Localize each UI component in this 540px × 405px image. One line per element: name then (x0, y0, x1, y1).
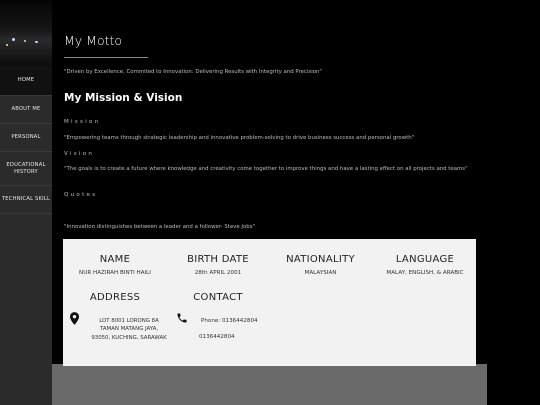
address-block (65, 292, 165, 303)
address-value: LOT 8001 LORONG 8A TAMAN MATANG JAYA, 93050, KUCHING, SARAWAK (91, 318, 167, 341)
sidebar-item-educational-history[interactable]: EDUCATIONAL HISTORY (0, 152, 52, 186)
sidebar (0, 0, 52, 405)
nationality-block (273, 254, 368, 276)
sidebar-item-home[interactable]: HOME (0, 66, 52, 96)
birth-date-value: 28th APRIL 2001 (194, 270, 242, 276)
name-label: NAME (99, 254, 131, 265)
sidebar-item-technical-skill[interactable]: TECHNICAL SKILL (0, 186, 52, 214)
mission-label: Mission (64, 119, 101, 125)
birth-date-label: BIRTH DATE (187, 254, 249, 265)
sidebar-item-personal[interactable]: PERSONAL (0, 124, 52, 152)
profile-photo (0, 0, 52, 66)
sidebar-item-about-me[interactable]: ABOUT ME (0, 96, 52, 124)
mission-text: "Empowering teams through strategic leadership and innovative problem-solving to drive business success and personal growth" (64, 135, 415, 141)
bottom-panel (52, 364, 487, 405)
contact-label: CONTACT (193, 292, 243, 303)
name-block (65, 254, 165, 276)
address-label: ADDRESS (89, 292, 141, 303)
motto-text: "Driven by Excellence, Commited to Innovation: Delivering Results with Integrity and Precision" (64, 69, 322, 75)
name-value: NUR HAZIRAH BINTI HAILI (79, 270, 151, 276)
phone-icon (176, 312, 188, 324)
vision-text: "The goals is to create a future where knowledge and creativity come together to improve things and have a lasting effect on all projects and teams" (64, 166, 468, 172)
mission-vision-title: My Mission & Vision (64, 92, 183, 104)
motto-title: My Motto (64, 33, 123, 48)
nationality-value: MALAYSIAN (304, 270, 337, 276)
birth-date-block (171, 254, 265, 276)
phone-alt[interactable]: 0136442804 (199, 334, 235, 340)
quote-text: "Innovation distinguishes between a leader and a follower- Steve Jobs" (64, 224, 256, 230)
motto-divider (64, 57, 148, 58)
contact-block (171, 292, 265, 303)
language-block (375, 254, 475, 276)
quotes-label: Quotes (64, 192, 98, 198)
nationality-label: NATIONALITY (286, 254, 355, 265)
language-value: MALAY, ENGLISH, & ARABIC (386, 270, 464, 276)
language-label: LANGUAGE (395, 254, 455, 265)
vision-label: Vision (64, 151, 95, 157)
profile-info-card (63, 239, 476, 366)
phone-line[interactable]: Phone: 0136442804 (201, 318, 258, 324)
